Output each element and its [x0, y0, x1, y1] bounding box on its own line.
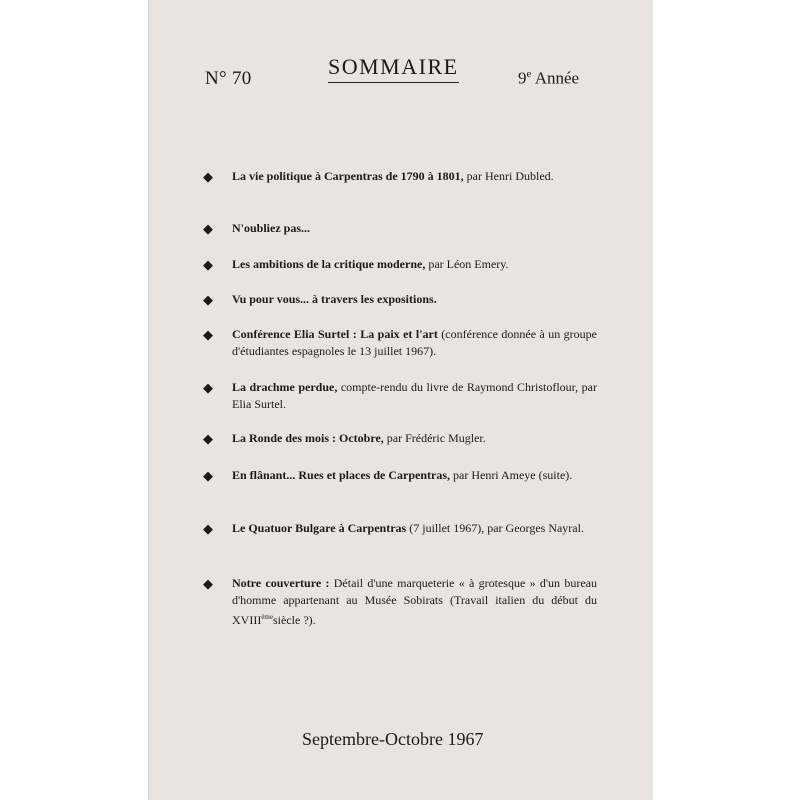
entry-title: La vie politique à Carpentras de 1790 à 1801,: [232, 169, 464, 183]
toc-entry: [203, 520, 597, 537]
toc-entry: [203, 291, 597, 308]
entry-text: (conférence donnée à un groupe d'étudiantes espagnoles le 13 juillet 1967).: [232, 327, 597, 358]
diamond-bullet-icon: ◆: [203, 468, 213, 483]
toc-entry: [203, 379, 598, 413]
entry-text: compte-rendu du livre de Raymond Christoflour, par Elia Surtel.: [232, 380, 598, 411]
entry-text: par Henri Ameye (suite).: [450, 468, 573, 482]
entry-text: par Henri Dubled.: [463, 169, 554, 183]
entry-text: par Léon Emery.: [425, 257, 509, 271]
diamond-bullet-icon: ◆: [203, 257, 213, 272]
year-label: [518, 68, 579, 89]
toc-entry: [203, 220, 597, 237]
entry-title: Les ambitions de la critique moderne,: [232, 257, 426, 271]
toc-entry: [203, 168, 597, 185]
diamond-bullet-icon: ◆: [203, 521, 213, 536]
entry-title: Conférence Elia Surtel : La paix et l'art: [232, 327, 438, 341]
toc-entry: [203, 575, 597, 629]
entry-text: (7 juillet 1967), par Georges Nayral.: [406, 521, 584, 535]
entry-title: En flânant... Rues et places de Carpentras,: [232, 468, 450, 482]
year-word: Année: [534, 68, 580, 88]
diamond-bullet-icon: ◆: [203, 292, 213, 307]
entry-title: N'oubliez pas...: [232, 221, 311, 235]
issue-date: Septembre-Octobre 1967: [302, 729, 484, 749]
entry-text: Détail d'une marqueterie « à grotesque » d'un bureau d'homme appartenant au Musée Sobirats (Travail italien du début du XVIII: [232, 576, 597, 627]
diamond-bullet-icon: ◆: [203, 576, 213, 591]
issue-number: N° 70: [205, 68, 252, 89]
entry-title: Vu pour vous... à travers les expositions.: [232, 292, 437, 306]
entry-title: Notre couverture :: [232, 576, 330, 590]
diamond-bullet-icon: ◆: [203, 380, 213, 395]
toc-entry: [203, 326, 597, 360]
diamond-bullet-icon: ◆: [203, 431, 213, 446]
year-suffix: e: [526, 68, 532, 80]
toc-entry: [203, 256, 597, 273]
entry-text-tail: siècle ?).: [273, 613, 316, 627]
diamond-bullet-icon: ◆: [203, 327, 213, 342]
entry-text: par Frédéric Mugler.: [383, 431, 486, 445]
entry-superscript: ème: [261, 613, 273, 621]
page-title: SOMMAIRE: [328, 54, 459, 83]
toc-entry: [203, 467, 597, 484]
toc-entry: [203, 430, 597, 447]
entry-title: La Ronde des mois : Octobre,: [232, 431, 384, 445]
year-number: 9: [518, 68, 527, 88]
page: [148, 0, 653, 800]
diamond-bullet-icon: ◆: [203, 169, 213, 184]
diamond-bullet-icon: ◆: [203, 221, 213, 236]
entry-title: La drachme perdue,: [232, 380, 338, 394]
entry-title: Le Quatuor Bulgare à Carpentras: [232, 521, 407, 535]
